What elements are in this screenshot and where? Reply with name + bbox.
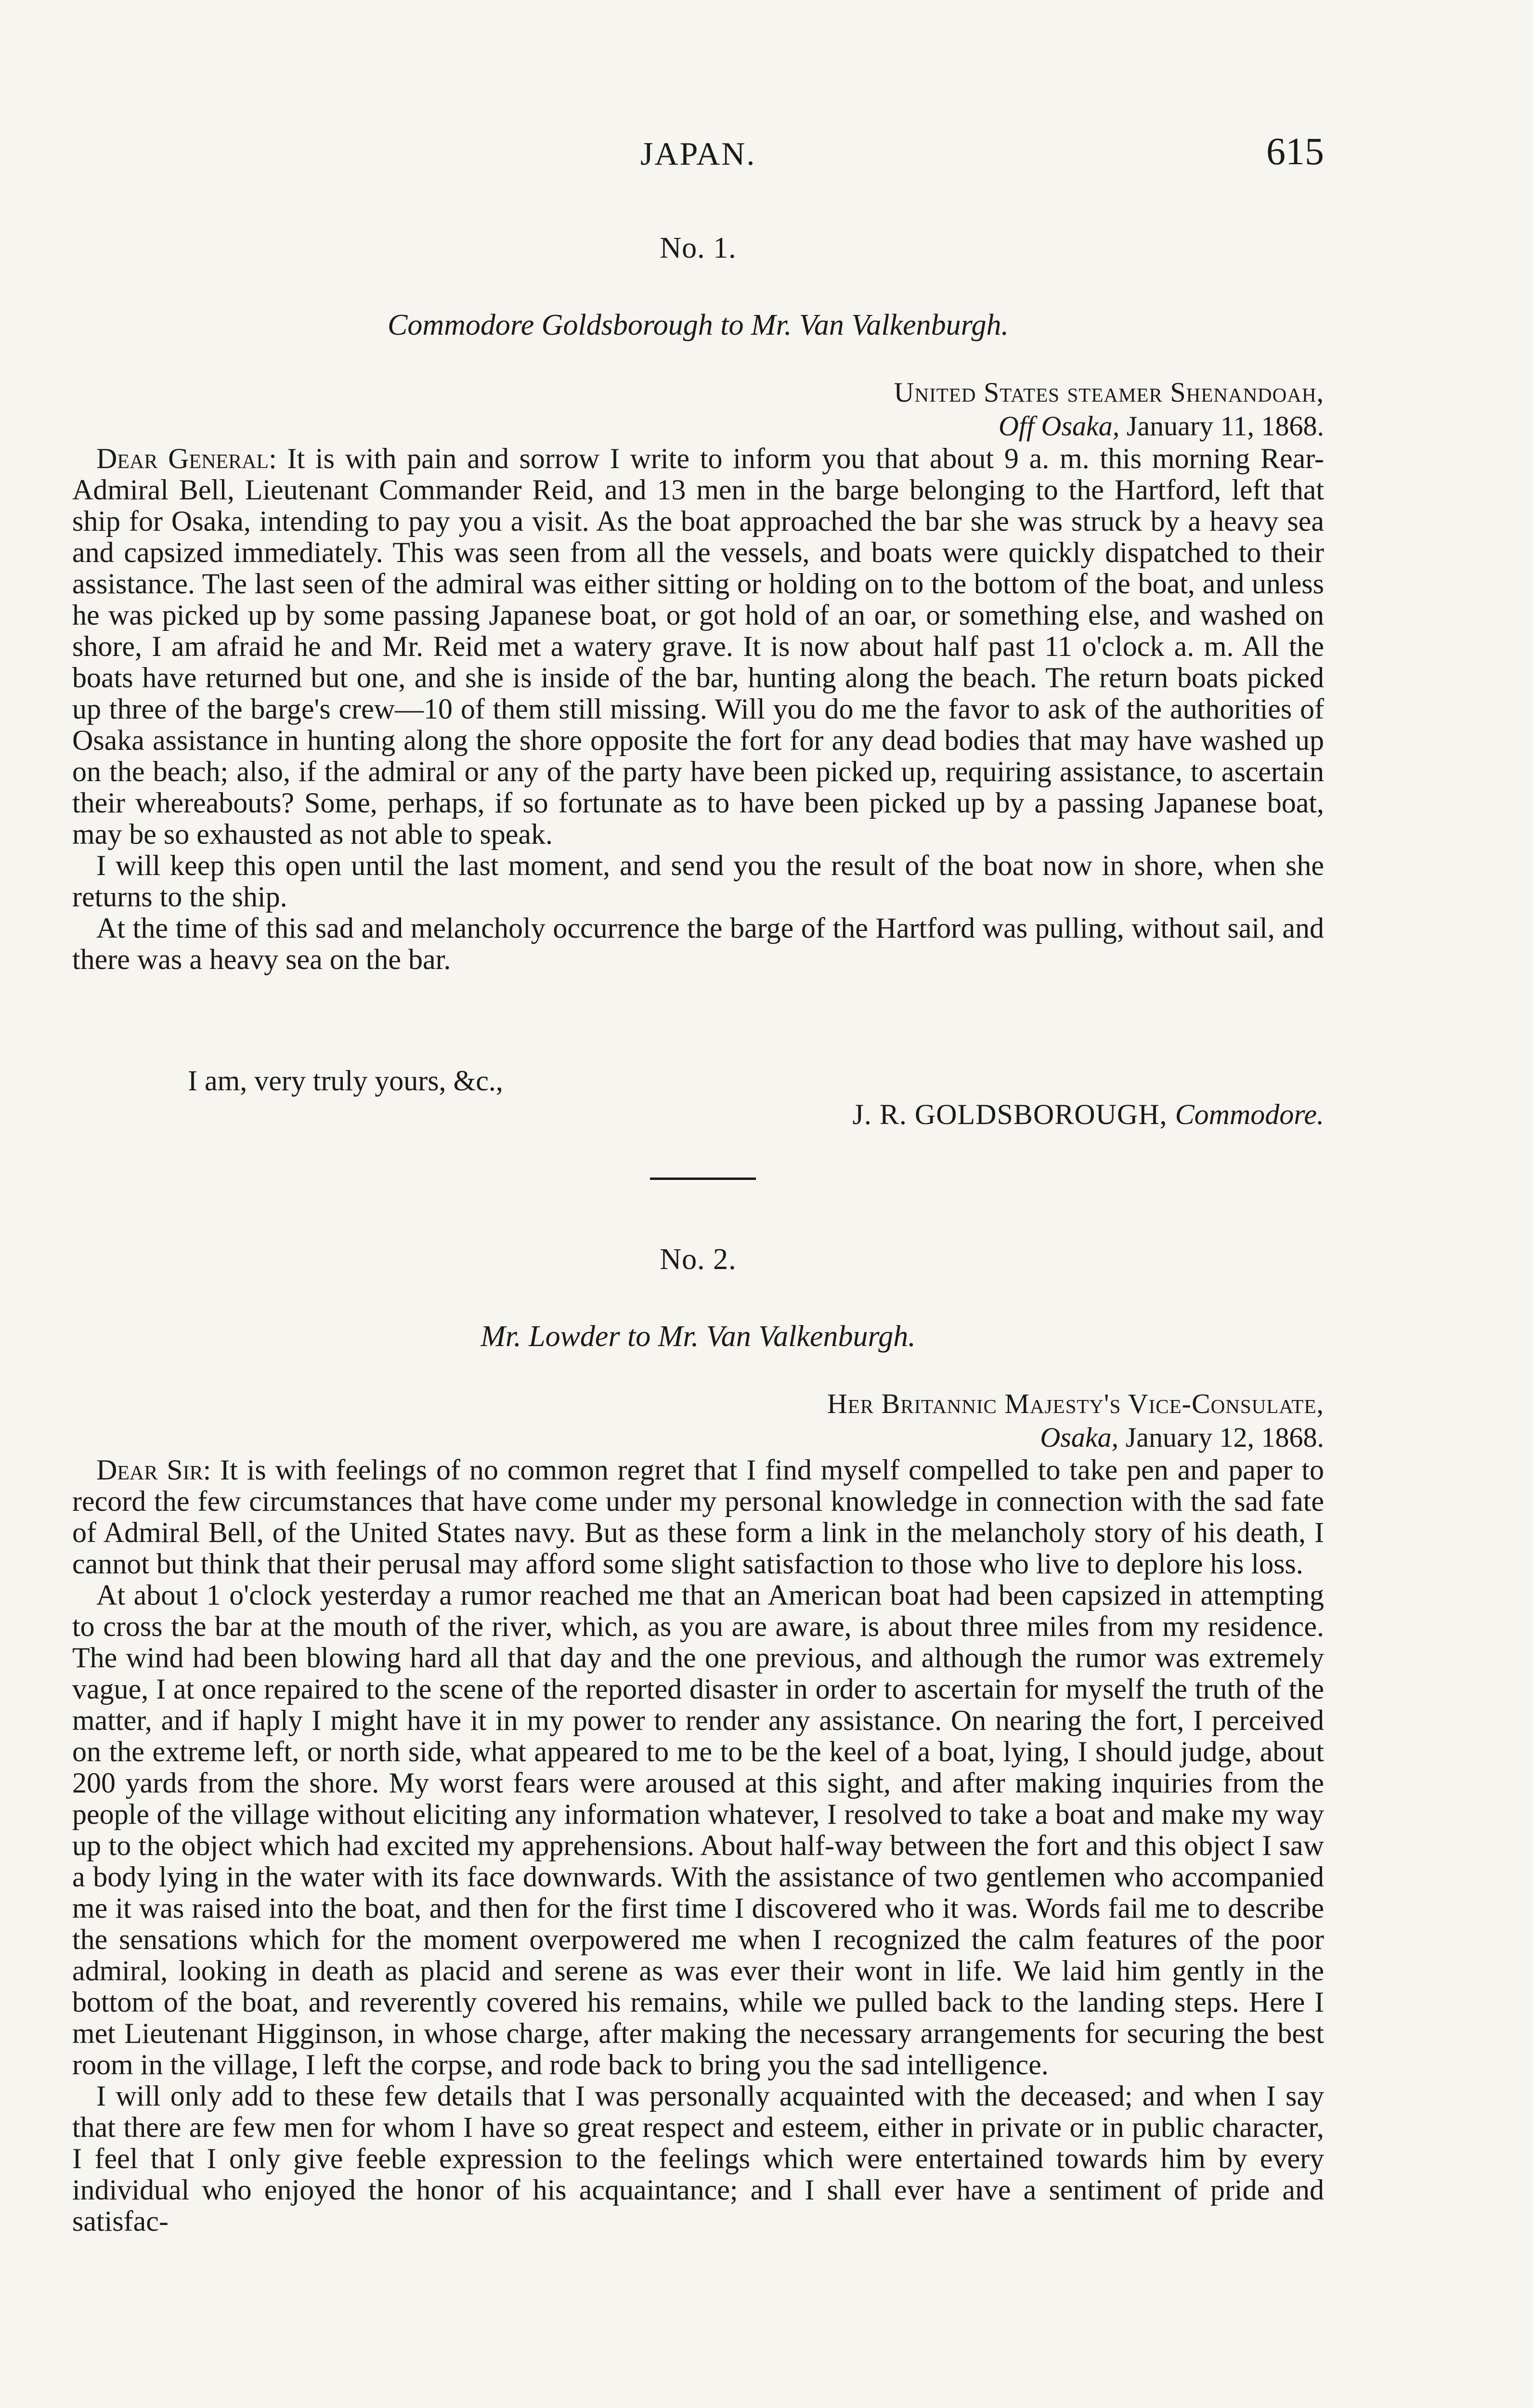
doc1-address (894, 376, 1324, 443)
running-head (72, 131, 1324, 193)
doc2-salutation: Dear Sir: (96, 1454, 211, 1486)
doc1-number: No. 1. (660, 232, 737, 264)
doc2-paragraph: Dear Sir: It is with feelings of no common regret that I find myself compelled to take pen and paper to record the few circumstances that have come under my personal knowledge in connection with the sad fate of Admiral Bell, of the United States navy. But as these form a link in the melancholy story of his death, I cannot but think that their perusal may afford some slight satisfaction to those who live to deplore his loss. (72, 1454, 1324, 1580)
section-divider (650, 1178, 756, 1180)
doc2-date: January 12, 1868. (1125, 1422, 1324, 1453)
doc1-salutation: Dear General: (96, 443, 277, 474)
doc1-signature-name: J. R. GOLDSBOROUGH, (852, 1099, 1168, 1130)
doc2-body (72, 1454, 1324, 2237)
page-number: 615 (1266, 131, 1324, 173)
doc1-signature-rank: Commodore. (1175, 1099, 1324, 1130)
doc1-paragraph: At the time of this sad and melancholy occurrence the barge of the Hartford was pulling, without sail, and there was a heavy sea on the bar. (72, 912, 1324, 975)
doc1-paragraph: Dear General: It is with pain and sorrow I write to inform you that about 9 a. m. this morning Rear-Admiral Bell, Lieutenant Commander Reid, and 13 men in the barge belonging to the Hartford, left that ship for Osaka, intending to pay you a visit. As the boat approached the bar she was struck by a heavy sea and capsized immediately. This was seen from all the vessels, and boats were quickly dispatched to their assistance. The last seen of the admiral was either sitting or holding on to the bottom of the boat, and unless he was picked up by some passing Japanese boat, or got hold of an oar, or something else, and washed on shore, I am afraid he and Mr. Reid met a watery grave. It is now about half past 11 o'clock a. m. All the boats have returned but one, and she is inside of the bar, hunting along the beach. The return boats picked up three of the barge's crew—10 of them still missing. Will you do me the favor to ask of the authorities of Osaka assistance in hunting along the shore opposite the fort for any dead bodies that may have washed up on the beach; also, if the admiral or any of the party have been picked up, requiring assistance, to ascertain their whereabouts? Some, perhaps, if so fortunate as to have been picked up by a passing Japanese boat, may be so exhausted as not able to speak. (72, 443, 1324, 850)
doc2-location: Osaka, (1040, 1422, 1119, 1453)
doc1-place: United States steamer Shenandoah, (894, 377, 1324, 408)
doc1-signature (852, 1098, 1324, 1131)
doc1-paragraph: I will keep this open until the last moment, and send you the result of the boat now in shore, when she returns to the ship. (72, 850, 1324, 913)
doc2-place: Her Britannic Majesty's Vice-Consulate, (827, 1388, 1324, 1419)
doc2-address (827, 1387, 1324, 1454)
doc1-dateline (894, 409, 1324, 443)
doc1-body (72, 443, 1324, 975)
doc1-closing: I am, very truly yours, &c., (188, 1065, 503, 1097)
doc2-dateline (827, 1421, 1324, 1454)
doc1-subhead: Commodore Goldsborough to Mr. Van Valkenburgh. (388, 309, 1009, 341)
doc1-location: Off Osaka, (998, 410, 1120, 442)
doc2-paragraph: I will only add to these few details that I was personally acquainted with the deceased; and when I say that there are few men for whom I have so great respect and esteem, either in private or in public character, I feel that I only give feeble expression to the feelings which were entertained towards him by every individual who enjoyed the honor of his acquaintance; and I shall ever have a sentiment of pride and satisfac- (72, 2080, 1324, 2237)
doc1-date: January 11, 1868. (1126, 410, 1324, 442)
running-title: JAPAN. (640, 135, 756, 172)
doc2-paragraph: At about 1 o'clock yesterday a rumor reached me that an American boat had been capsized in attempting to cross the bar at the mouth of the river, which, as you are aware, is about three miles from my residence. The wind had been blowing hard all that day and the one previous, and although the rumor was extremely vague, I at once repaired to the scene of the reported disaster in order to ascertain for myself the truth of the matter, and if haply I might have it in my power to render any assistance. On nearing the fort, I perceived on the extreme left, or north side, what appeared to me to be the keel of a boat, lying, I should judge, about 200 yards from the shore. My worst fears were aroused at this sight, and after making inquiries from the people of the village without eliciting any information whatever, I resolved to take a boat and make my way up to the object which had excited my apprehensions. About half-way between the fort and this object I saw a body lying in the water with its face downwards. With the assistance of two gentlemen who accompanied me it was raised into the boat, and then for the first time I discovered who it was. Words fail me to describe the sensations which for the moment overpowered me when I recognized the calm features of the poor admiral, looking in death as placid and serene as was ever their wont in life. We laid him gently in the bottom of the boat, and reverently covered his remains, while we pulled back to the landing steps. Here I met Lieutenant Higginson, in whose charge, after making the necessary arrangements for securing the best room in the village, I left the corpse, and rode back to bring you the sad intelligence. (72, 1579, 1324, 2081)
doc2-subhead: Mr. Lowder to Mr. Van Valkenburgh. (481, 1320, 916, 1353)
doc2-number: No. 2. (660, 1243, 737, 1276)
